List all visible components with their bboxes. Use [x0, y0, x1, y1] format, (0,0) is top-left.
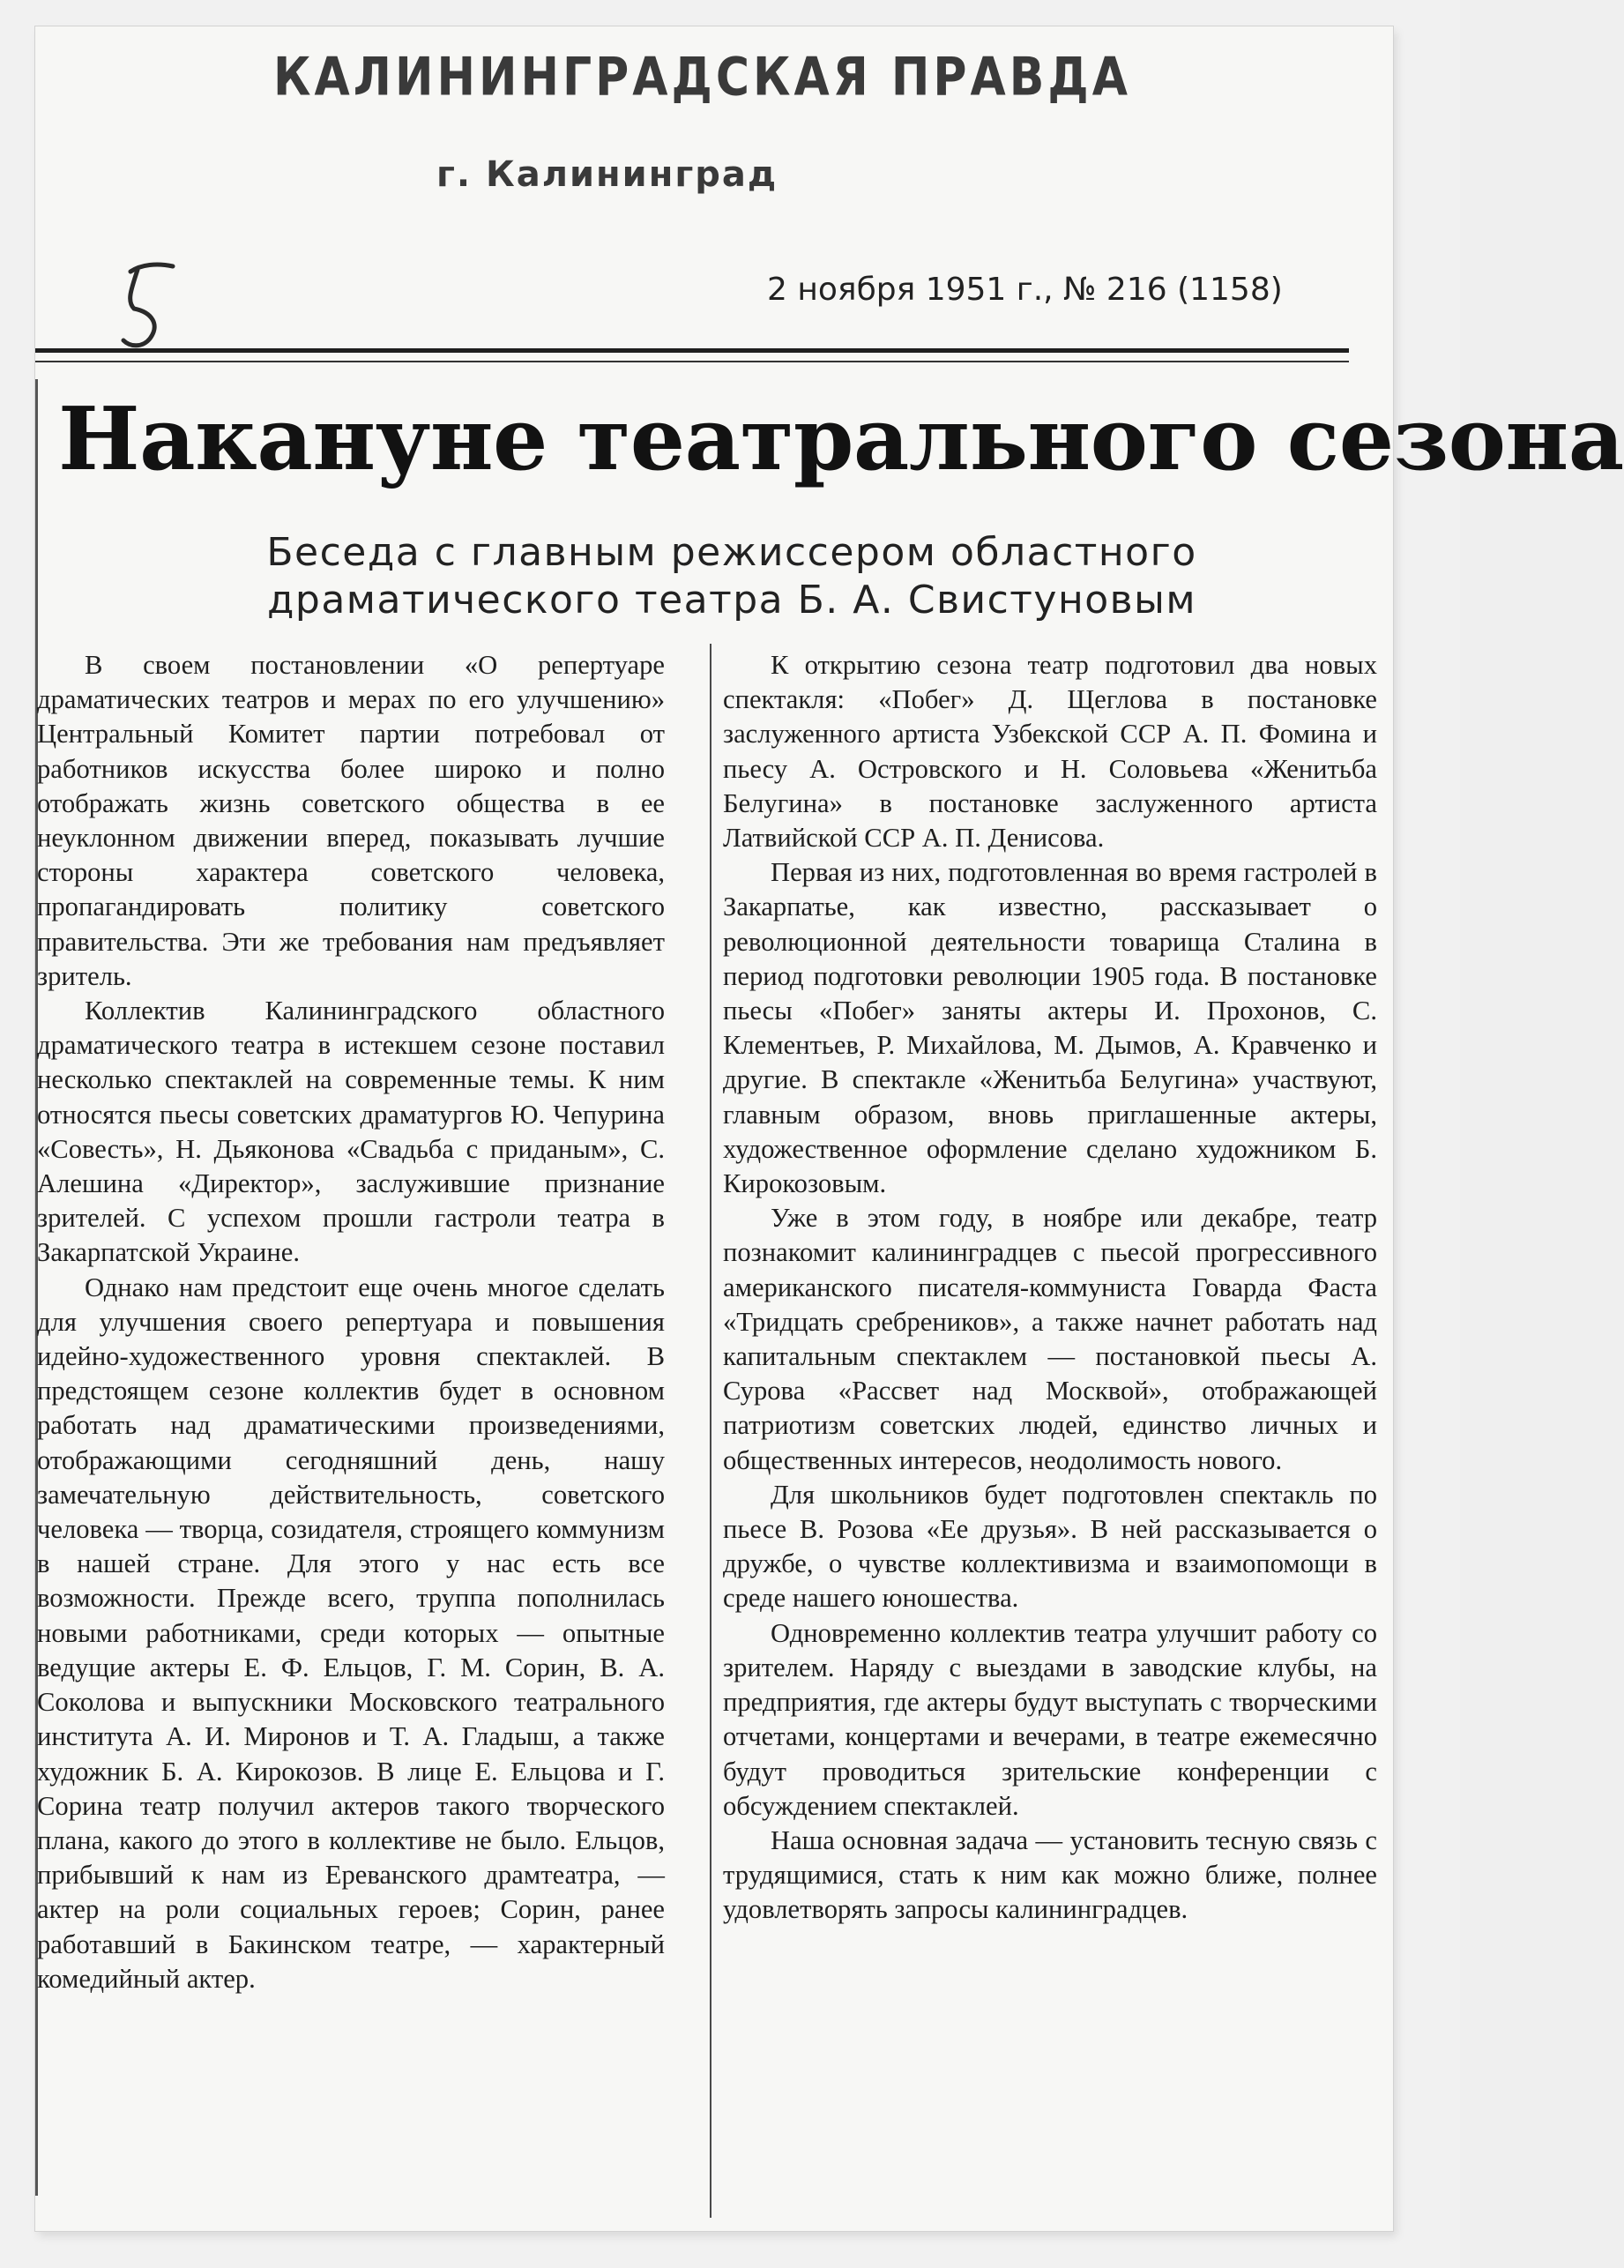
article-headline: Накануне театрального сезона [58, 389, 1624, 490]
article-paragraph: Коллектив Калининградского областного драматического театра в истекшем сезоне поставил несколько спектаклей на современные темы. К ним относятся пьесы советских драматургов Ю. Чепурина «Совесть», Н. Дьяконова «Свадьба с приданым», С. Алешина «Директор», заслужившие признание зрителей. С успехом прошли гастроли театра в Закарпатской Украине. [37, 996, 665, 1268]
newspaper-masthead-city: г. Калининград [436, 154, 778, 195]
article-column-right [723, 648, 1377, 1928]
issue-date-number: 2 ноября 1951 г., № 216 (1158) [767, 272, 1283, 308]
article-paragraph: Для школьников будет подготовлен спектакль по пьесе В. Розова «Ее друзья». В ней рассказывается о дружбе, о чувстве коллективизма и взаимопомощи в среде нашего юношества. [723, 1479, 1377, 1614]
article-paragraph: Наша основная задача — установить тесную связь с трудящимися, стать к ним как можно ближе, полнее удовлетворять запросы калининградцев. [723, 1824, 1377, 1925]
article-paragraph: Уже в этом году, в ноябре или декабре, театр познакомит калининградцев с пьесой прогрессивного американского писателя-коммуниста Говарда Фаста «Тридцать сребреников», а также начнет работать над капитальным спектаклем — постановкой пьесы А. Сурова «Рассвет над Москвой», отображающей патриотизм советских людей, единство личных и общественных интересов, неодолимость нового. [723, 1203, 1377, 1475]
article-paragraph: Первая из них, подготовленная во время гастролей в Закарпатье, как известно, рассказывает о революционной деятельности товарища Сталина в период подготовки революции 1905 года. В постановке пьесы «Побег» заняты актеры И. Прохонов, С. Клементьев, Р. Михайлова, М. Дымов, А. Кравченко и другие. В спектакле «Женитьба Белугина» участвуют, главным образом, вновь приглашенные актеры, художественное оформление сделано художником Б. Кирокозовым. [723, 857, 1377, 1199]
subheadline-line-2: драматического театра Б. А. Свистуновым [266, 577, 1197, 623]
article-paragraph: В своем постановлении «О репертуаре драматических театров и мерах по его улучшению» Центральный Комитет партии потребовал от работников искусства более широко и полно отображать жизнь советского общества в ее неуклонном движении вперед, показывать лучшие стороны характера советского человека, пропагандировать политику советского правительства. Эти же требования нам предъявляет зритель. [37, 650, 665, 991]
subheadline-line-1: Беседа с главным режиссером областного [266, 530, 1197, 575]
newspaper-masthead-title: КАЛИНИНГРАДСКАЯ ПРАВДА [273, 47, 1131, 108]
handwritten-mark-icon [104, 256, 201, 353]
article-subheadline [247, 529, 1217, 623]
article-paragraph: Одновременно коллектив театра улучшит работу со зрителем. Наряду с выездами в заводские клубы, на предприятия, где актеры будут выступать с творческими отчетами, концертами и вечерами, в театре ежемесячно будут проводиться зрительские конференции с обсуждением спектаклей. [723, 1617, 1377, 1821]
article-column-left [37, 648, 665, 1996]
masthead-divider-rule [35, 348, 1349, 362]
article-paragraph: Однако нам предстоит еще очень многое сделать для улучшения своего репертуара и повышения идейно-художественного уровня спектаклей. В предстоящем сезоне коллектив будет в основном работать над драматическими произведениями, отображающими сегодняшний день, нашу замечательную действительность, советского человека — творца, созидателя, строящего коммунизм в нашей стране. Для этого у нас есть все возможности. Прежде всего, труппа пополнилась новыми работниками, среди которых — опытные ведущие актеры Е. Ф. Ельцов, Г. М. Сорин, В. А. Соколова и выпускники Московского театрального института А. И. Миронов и Т. А. Гладыш, а также художник Б. А. Кирокозов. В лице Е. Ельцова и Г. Сорина театр получил актеров такого творческого плана, какого до этого в коллективе не было. Ельцов, прибывший к нам из Ереванского драмтеатра, — актер на роли социальных героев; Сорин, ранее работавший в Бакинском театре, — характерный комедийный актер. [37, 1272, 665, 1994]
article-paragraph: К открытию сезона театр подготовил два новых спектакля: «Побег» Д. Щеглова в постановке заслуженного артиста Узбекской ССР А. П. Фомина и пьесу А. Островского и Н. Соловьева «Женитьба Белугина» в постановке заслуженного артиста Латвийской ССР А. П. Денисова. [723, 650, 1377, 854]
column-divider [710, 644, 711, 2218]
